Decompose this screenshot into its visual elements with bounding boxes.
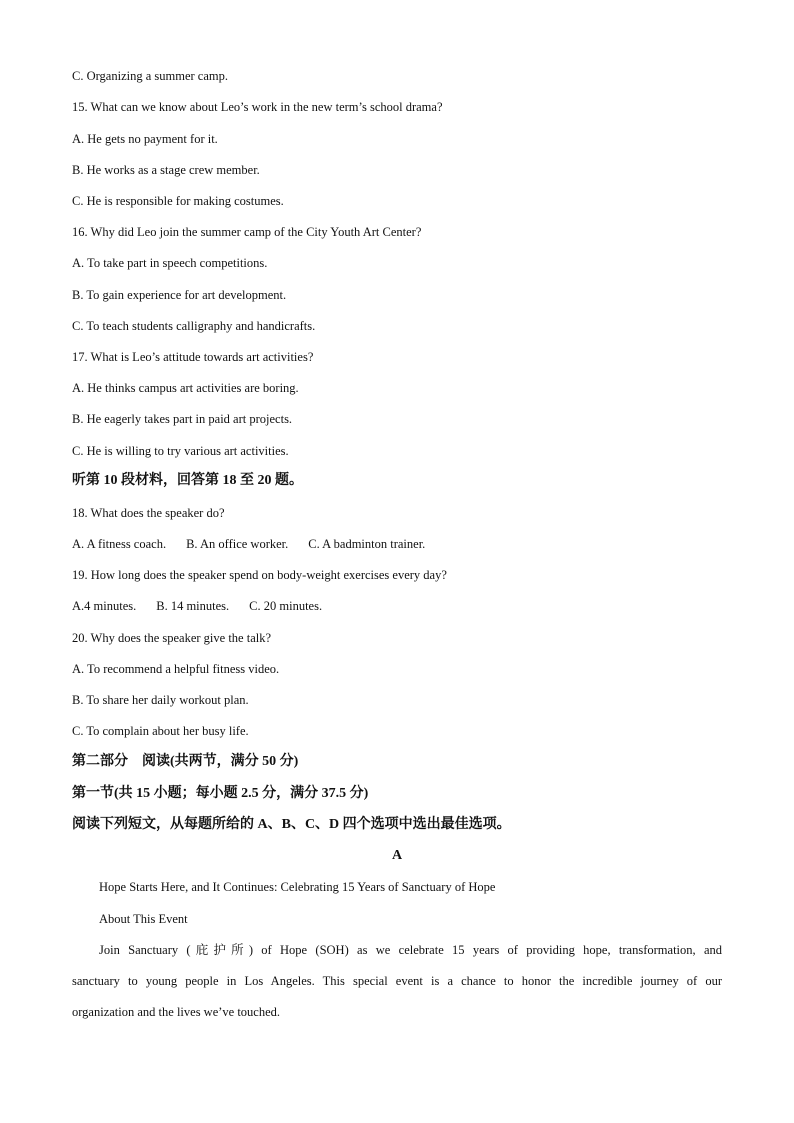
q15-option-c: C. He is responsible for making costumes. — [72, 194, 284, 208]
section-one-heading: 第一节(共 15 小题；每小题 2.5 分，满分 37.5 分) — [72, 786, 369, 801]
q18-option-a: A. A fitness coach. — [72, 537, 167, 551]
q16-option-c: C. To teach students calligraphy and handicrafts. — [72, 319, 316, 333]
section-10-heading: 听第 10 段材料，回答第 18 至 20 题。 — [72, 473, 303, 488]
q16-question: 16. Why did Leo join the summer camp of the City Youth Art Center? — [72, 225, 422, 239]
q15-question: 15. What can we know about Leo’s work in the new term’s school drama? — [72, 100, 443, 114]
paragraph-line-2: sanctuary to young people in Los Angeles. This special event is a chance to honor the incredible journey of our — [72, 974, 722, 988]
paragraph-line-1: Join Sanctuary (庇护所) of Hope (SOH) as we celebrate 15 years of providing hope, transformation, and — [99, 943, 722, 957]
q18-option-b: B. An office worker. — [186, 537, 289, 551]
q20-option-b: B. To share her daily workout plan. — [72, 693, 249, 707]
reading-instructions: 阅读下列短文，从每题所给的 A、B、C、D 四个选项中选出最佳选项。 — [72, 817, 511, 832]
paragraph-line-3: organization and the lives we’ve touched. — [72, 1005, 281, 1019]
q20-question: 20. Why does the speaker give the talk? — [72, 631, 272, 645]
part-two-heading: 第二部分 阅读(共两节，满分 50 分) — [72, 754, 299, 769]
q17-option-c: C. He is willing to try various art activities. — [72, 444, 289, 458]
passage-title: Hope Starts Here, and It Continues: Celebrating 15 Years of Sanctuary of Hope — [99, 880, 496, 894]
q19-options — [72, 598, 342, 614]
q17-option-b: B. He eagerly takes part in paid art projects. — [72, 412, 293, 426]
about-heading: About This Event — [99, 912, 188, 926]
q16-option-b: B. To gain experience for art development. — [72, 288, 287, 302]
q19-option-a: A.4 minutes. — [72, 599, 137, 613]
q19-option-b: B. 14 minutes. — [156, 599, 230, 613]
q17-option-a: A. He thinks campus art activities are boring. — [72, 381, 299, 395]
q19-option-c: C. 20 minutes. — [249, 599, 323, 613]
q17-question: 17. What is Leo’s attitude towards art activities? — [72, 350, 314, 364]
q15-option-a: A. He gets no payment for it. — [72, 132, 218, 146]
q18-question: 18. What does the speaker do? — [72, 506, 225, 520]
q15-option-b: B. He works as a stage crew member. — [72, 163, 260, 177]
q18-option-c: C. A badminton trainer. — [308, 537, 426, 551]
q20-option-a: A. To recommend a helpful fitness video. — [72, 662, 280, 676]
q16-option-a: A. To take part in speech competitions. — [72, 256, 268, 270]
q20-option-c: C. To complain about her busy life. — [72, 724, 249, 738]
q14-option-c: C. Organizing a summer camp. — [72, 69, 228, 83]
passage-label: A — [391, 848, 403, 863]
q18-options — [72, 536, 445, 552]
q19-question: 19. How long does the speaker spend on body-weight exercises every day? — [72, 568, 447, 582]
